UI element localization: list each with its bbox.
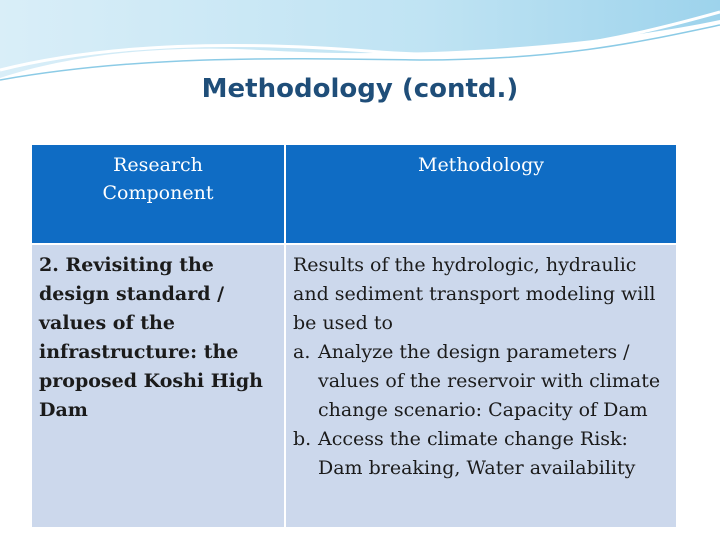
list-item [293,425,669,483]
list-marker: b. [293,428,312,450]
cell-component: 2. Revisiting the design standard / values of the infrastructure: the proposed Koshi High Dam [31,244,285,528]
header-research-line1: Research [113,154,203,176]
table-row [31,244,677,528]
list-item-text: Access the climate change Risk: Dam breaking, Water availability [318,428,636,479]
list-item-text: Analyze the design parameters / values of the reservoir with climate change scenario: Capacity of Dam [318,341,661,421]
list-marker: a. [293,341,311,363]
header-research-component [31,144,285,244]
slide-title: Methodology (contd.) [201,74,519,104]
header-research-line2: Component [102,182,214,204]
methodology-list [293,338,669,483]
table-header-row [31,144,677,244]
header-methodology: Methodology [285,144,677,244]
methodology-table [30,143,678,529]
methodology-intro: Results of the hydrologic, hydraulic and sediment transport modeling will be used to [293,254,656,334]
list-item [293,338,669,425]
cell-methodology [285,244,677,528]
